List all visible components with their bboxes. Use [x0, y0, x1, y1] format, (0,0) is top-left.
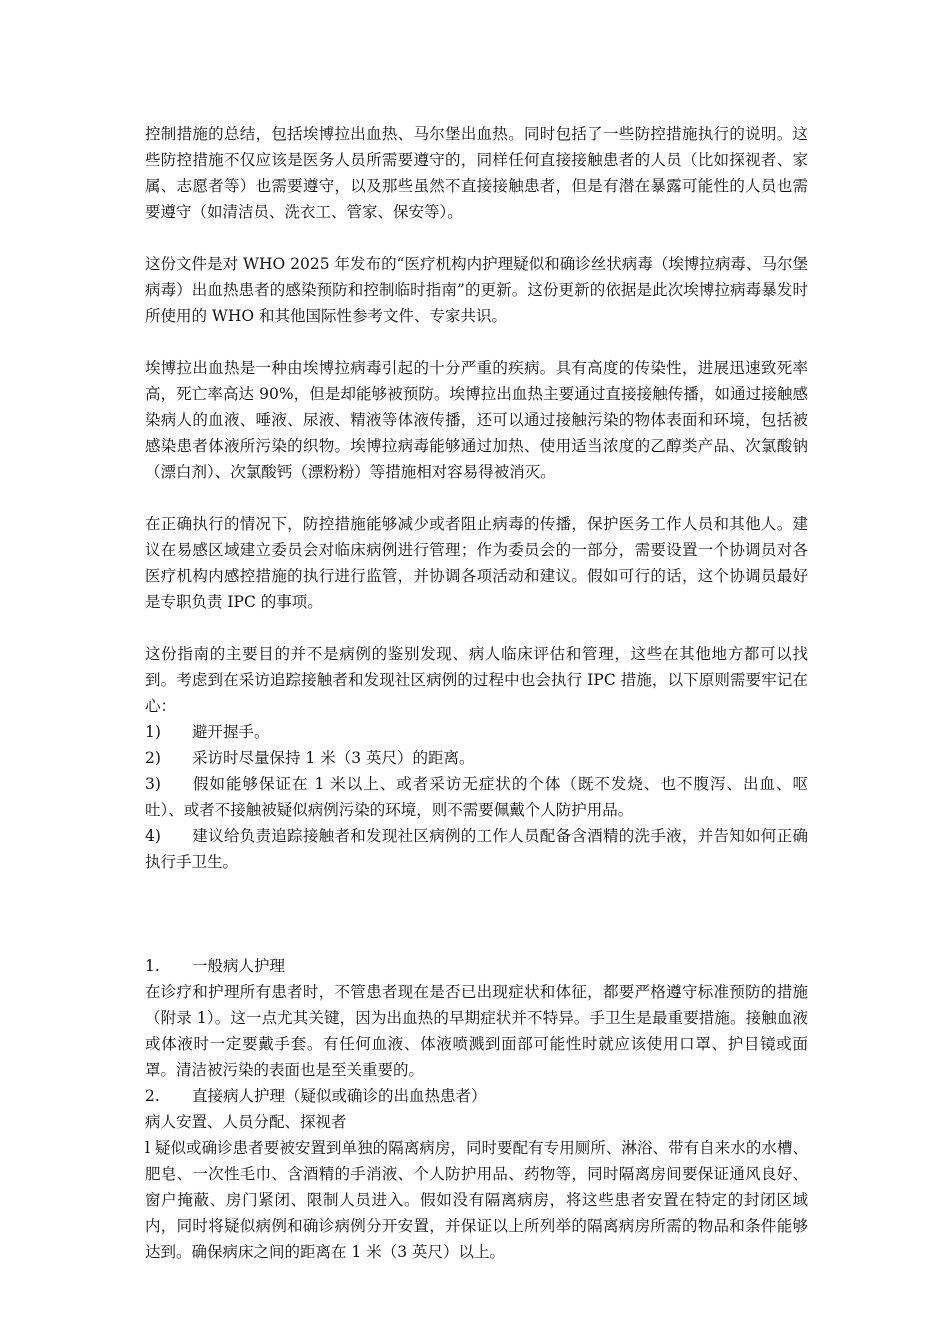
- section-2-body: l 疑似或确诊患者要被安置到单独的隔离病房，同时要配有专用厕所、淋浴、带有自来水的水槽、肥皂、一次性毛巾、含酒精的手消液、个人防护用品、药物等，同时隔离房间要保证通风良好、窗户掩蔽、房门紧闭、限制人员进入。假如没有隔离病房，将这些患者安置在特定的封闭区域内，同时将疑似病例和确诊病例分开安置，并保证以上所列举的隔离病房所需的物品和条件能够达到。确保病床之间的距离在 1 米（3 英尺）以上。: [145, 1139, 808, 1261]
- list-item: [145, 745, 808, 771]
- paragraph-guide-purpose: 这份指南的主要目的并不是病例的鉴别发现、病人临床评估和管理，这些在其他地方都可以找到。考虑到在采访追踪接触者和发现社区病例的过程中也会执行 IPC 措施，以下原则需要牢记在心：: [145, 645, 808, 715]
- paragraph-committee: 在正确执行的情况下，防控措施能够减少或者阻止病毒的传播，保护医务工作人员和其他人。建议在易感区域建立委员会对临床病例进行管理；作为委员会的一部分，需要设置一个协调员对各医疗机构内感控措施的执行进行监管，并协调各项活动和建议。假如可行的话，这个协调员最好是专职负责 IPC 的事项。: [145, 515, 808, 611]
- paragraph-scope: 控制措施的总结，包括埃博拉出血热、马尔堡出血热。同时包括了一些防控措施执行的说明。这些防控措施不仅应该是医务人员所需要遵守的，同样任何直接接触患者的人员（比如探视者、家属、志愿者等）也需要遵守，以及那些虽然不直接接触患者，但是有潜在暴露可能性的人员也需要遵守（如清洁员、洗衣工、管家、保安等）。: [145, 125, 808, 221]
- list-item-text-wrapped: [145, 823, 808, 875]
- spacer: [145, 329, 808, 355]
- paragraph-update: 这份文件是对 WHO 2025 年发布的“医疗机构内护理疑似和确诊丝状病毒（埃博拉病毒、马尔堡病毒）出血热患者的感染预防和控制临时指南”的更新。这份更新的依据是此次埃博拉病毒暴发时所使用的 WHO 和其他国际性参考文件、专家共识。: [145, 255, 808, 325]
- spacer: [145, 615, 808, 641]
- spacer: [145, 485, 808, 511]
- list-item-number: 4): [145, 827, 161, 845]
- list-item-text-wrapped: [145, 771, 808, 823]
- list-item-text: 假如能够保证在 1 米以上、或者采访无症状的个体（既不发烧、也不腹泻、出血、呕吐）、或者不接触被疑似病例污染的环境，则不需要佩戴个人防护用品。: [145, 775, 808, 819]
- list-item-text: 采访时尽量保持 1 米（3 英尺）的距离。: [192, 749, 475, 767]
- section-2-subtitle: 病人安置、人员分配、探视者: [145, 1113, 347, 1131]
- list-item: [145, 771, 808, 823]
- section-heading-1: [145, 953, 808, 979]
- spacer: [145, 225, 808, 251]
- paragraph-ebola-description: 埃博拉出血热是一种由埃博拉病毒引起的十分严重的疾病。具有高度的传染性，进展迅速致死率高，死亡率高达 90%，但是却能够被预防。埃博拉出血热主要通过直接接触传播，如通过接触感染病人的血液、唾液、尿液、精液等体液传播，还可以通过接触污染的物体表面和环境，包括被感染患者体液所污染的织物。埃博拉病毒能够通过加热、使用适当浓度的乙醇类产品、次氯酸钠（漂白剂）、次氯酸钙（漂粉粉）等措施相对容易得被消灭。: [145, 359, 808, 481]
- section-title: 一般病人护理: [192, 957, 286, 975]
- section-number: 1.: [145, 957, 160, 975]
- list-item: [145, 719, 808, 745]
- list-item-number: 2): [145, 749, 161, 767]
- list-item: [145, 823, 808, 875]
- section-title: 直接病人护理（疑似或确诊的出血热患者）: [192, 1087, 487, 1105]
- list-item-text: 建议给负责追踪接触者和发现社区病例的工作人员配备含酒精的洗手液，并告知如何正确执行手卫生。: [145, 827, 808, 871]
- list-item-text: 避开握手。: [192, 723, 270, 741]
- spacer: [145, 875, 808, 953]
- list-item-number: 1): [145, 723, 161, 741]
- list-item-number: 3): [145, 775, 161, 793]
- section-number: 2.: [145, 1087, 160, 1105]
- section-heading-2: [145, 1083, 808, 1109]
- document-body: [145, 121, 808, 1265]
- section-1-body: 在诊疗和护理所有患者时，不管患者现在是否已出现症状和体征，都要严格遵守标准预防的措施（附录 1）。这一点尤其关键，因为出血热的早期症状并不特异。手卫生是最重要措施。接触血液或体液时一定要戴手套。有任何血液、体液喷溅到面部可能性时就应该使用口罩、护目镜或面罩。清洁被污染的表面也是至关重要的。: [145, 983, 808, 1079]
